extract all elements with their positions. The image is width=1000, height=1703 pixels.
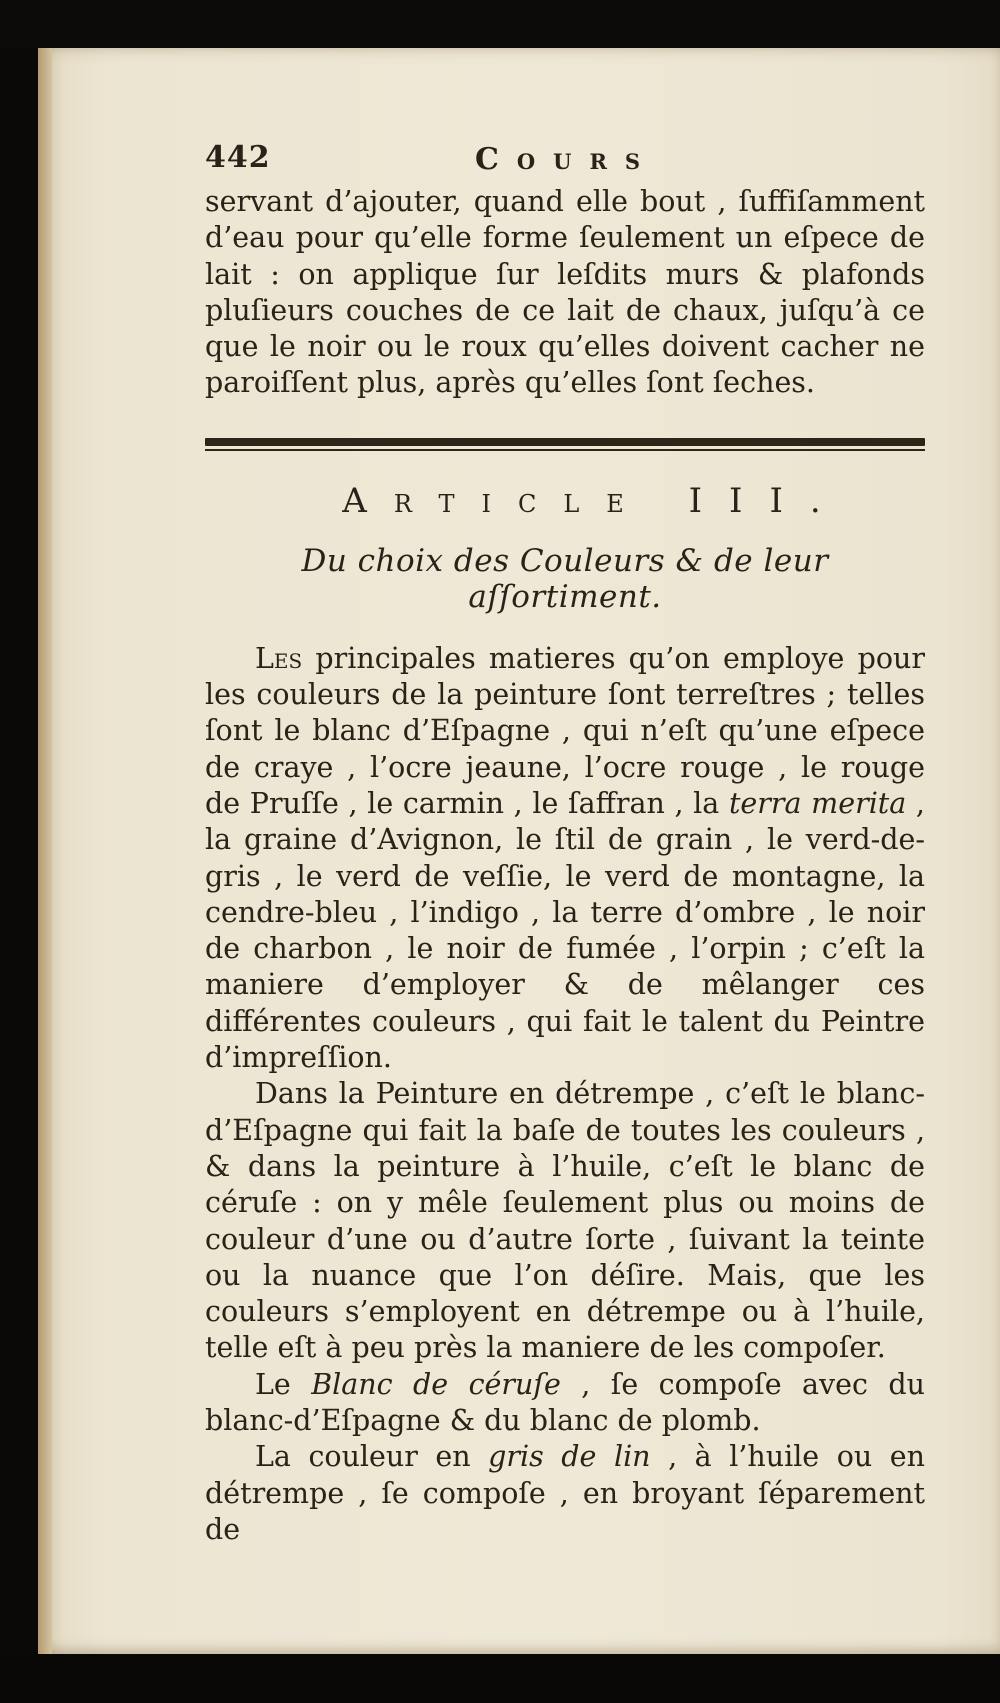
running-head: Cours [475, 142, 659, 177]
paragraph-blanc-de-ceruse [205, 1367, 925, 1440]
paragraph-text: , ſe compoſe avec du blanc-d’Eſpagne & du blanc de plomb. [205, 1367, 925, 1438]
article-subheading: Du choix des Couleurs & de leur aſſortiment. [301, 542, 829, 615]
continued-paragraph: servant d’ajouter, quand elle bout , ſuffiſamment d’eau pour qu’elle forme ſeulement un eſpece de lait : on applique ſur leſdits murs & plafonds pluſieurs couches de ce lait de chaux, juſqu’à ce que le noir ou le roux qu’elles doivent cacher ne paroiſſent plus, après qu’elles ſont ſeches. [205, 185, 925, 400]
scan-background-top [0, 0, 1000, 48]
italic-term: Blanc de céruſe [311, 1367, 561, 1401]
section-divider [205, 438, 925, 451]
page-header [205, 140, 925, 184]
divider-thin-rule [205, 449, 925, 451]
italic-term: terra merita [728, 786, 907, 820]
paragraph-text: La couleur en [255, 1440, 489, 1474]
scan-background-bottom [0, 1654, 1000, 1703]
paragraph-text: , la graine d’Avignon, le ſtil de grain , le verd-de-gris , le verd de veſſie, le verd de montagne, la cendre-bleu , l’indigo , la terre d’ombre , le noir de charbon , le noir de fumée , l’orpin ; c’eſt la maniere d’employer & de mêlanger ces différentes couleurs , qui fait le talent du Peintre d’impreſſion. [205, 786, 925, 1075]
divider-thick-rule [205, 438, 925, 446]
paragraph-text: , à l’huile ou en détrempe , ſe compoſe , en broyant ſéparement de [205, 1440, 925, 1546]
italic-term: gris de lin [488, 1440, 651, 1474]
paragraph-gris-de-lin [205, 1439, 925, 1548]
paragraph-detrempe: Dans la Peinture en détrempe , c’eſt le blanc-d’Eſpagne qui fait la baſe de toutes les couleurs , & dans la peinture à l’huile, c’eſt le blanc de céruſe : on y mêle ſeulement plus ou moins de couleur d’une ou d’autre ſorte , ſuivant la teinte ou la nuance que l’on déſire. Mais, que les couleurs s’employent en détrempe ou à l’huile, telle eſt à peu près la maniere de les compoſer. [205, 1077, 925, 1365]
page-binding-edge [38, 48, 52, 1654]
page-number: 442 [205, 140, 271, 175]
paragraph-lead-word: Les [255, 641, 303, 675]
paragraph-text: principales matieres qu’on employe pour les couleurs de la peinture ſont terreſtres ; telles ſont le blanc d’Eſpagne , qui n’eſt qu’une eſpece de craye , l’ocre jeaune, l’ocre rouge , le rouge de Pruſſe , le carmin , le ſaffran , la [205, 641, 925, 820]
paragraph-colors-materials [205, 641, 925, 1077]
page-content [205, 140, 925, 1548]
article-heading: Article III. [342, 480, 848, 521]
paragraph-text: Le [255, 1367, 312, 1401]
